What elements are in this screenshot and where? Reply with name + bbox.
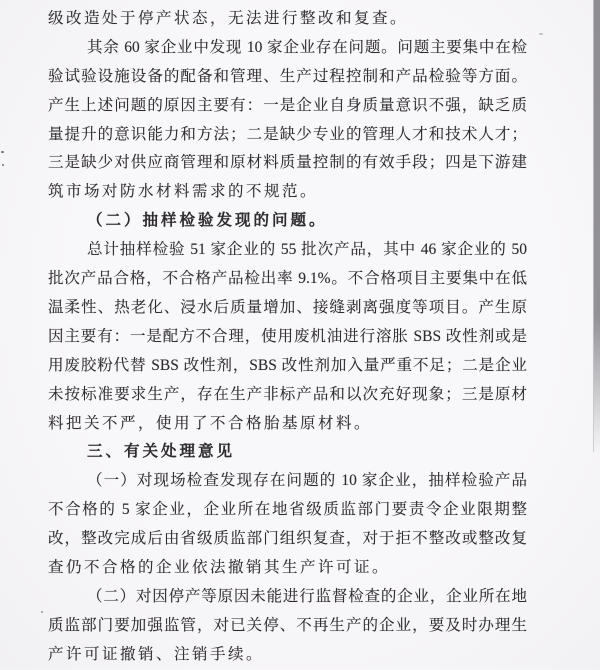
body-line: 批次产品合格，不合格产品检出率 9.1%。不合格项目主要集中在低 (48, 270, 527, 288)
section-heading-handling-opinions: 三、有关处理意见 (87, 443, 236, 461)
body-line: 其余 60 家企业中发现 10 家企业存在问题。问题主要集中在检 (87, 38, 527, 56)
body-line: 查仍不合格的企业依法撤销其生产许可证。 (48, 559, 391, 576)
body-line: 不合格的 5 家企业，企业所在地省级质监部门要责令企业限期整 (48, 501, 527, 519)
scan-speck (41, 611, 43, 613)
body-line: 未按标准要求生产，存在生产非标产品和以次充好现象；三是原材 (48, 385, 527, 403)
body-line: （一）对现场检查发现存在问题的 10 家企业，抽样检验产品 (87, 472, 527, 490)
scan-edge-shadow (593, 0, 600, 452)
body-line: 产生上述问题的原因主要有：一是企业自身质量意识不强，缺乏质 (48, 96, 527, 114)
scan-speck (539, 33, 543, 35)
section-heading-sampling-problems: （二）抽样检验发现的问题。 (87, 212, 328, 230)
scan-speck (1, 151, 4, 153)
body-line: 质监部门要加强监管，对已关停、不再生产的企业，要及时办理生 (48, 616, 527, 634)
body-line: 因主要有：一是配方不合理，使用废机油进行溶胀 SBS 改性剂或是 (48, 327, 527, 345)
body-line: 用废胶粉代替 SBS 改性剂，SBS 改性剂加入量严重不足；二是企业 (48, 356, 527, 374)
body-line: 料把关不严，使用了不合格胎基原材料。 (48, 414, 373, 432)
body-line: 温柔性、热老化、浸水后质量增加、接缝剥离强度等项目。产生原 (48, 298, 527, 316)
scan-speck (2, 164, 4, 166)
body-line: 产许可证撤销、注销手续。 (48, 645, 265, 663)
document-text-column (48, 5, 527, 670)
body-line: 验试验设施设备的配备和管理、生产过程控制和产品检验等方面。 (48, 67, 527, 85)
body-line: 改，整改完成后由省级质监部门组织复查，对于拒不整改或整改复 (48, 530, 527, 548)
body-line: 总计抽样检验 51 家企业的 55 批次产品，其中 46 家企业的 50 (87, 241, 527, 259)
body-line: 筑市场对防水材料需求的不规范。 (48, 183, 319, 201)
body-line: 三是缺少对供应商管理和原材料质量控制的有效手段；四是下游建 (48, 154, 527, 172)
body-line: （二）对因停产等原因未能进行监督检查的企业，企业所在地 (87, 587, 527, 605)
body-line: 级改造处于停产状态，无法进行整改和复查。 (48, 10, 409, 27)
body-line: 量提升的意识能力和方法；二是缺少专业的管理人才和技术人才； (48, 125, 527, 143)
